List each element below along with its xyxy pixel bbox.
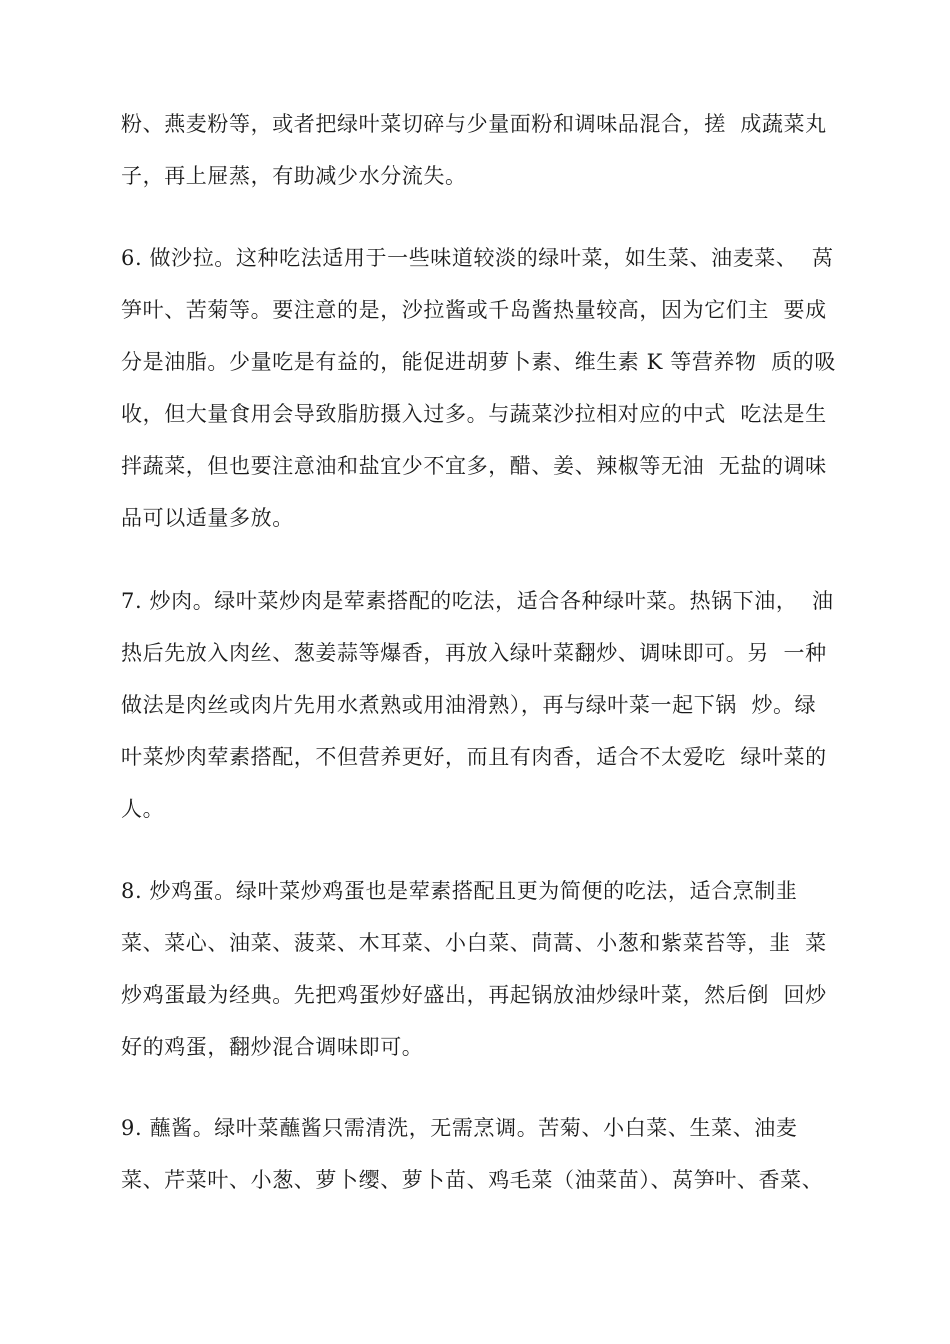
text-line: 热后先放入肉丝、葱姜蒜等爆香，再放入绿叶菜翻炒、调味即可。另 一种 [121,641,827,665]
text-line: 做法是肉丝或肉片先用水煮熟或用油滑熟），再与绿叶菜一起下锅 炒。绿 [121,693,817,717]
text-line: 人。 [121,797,165,821]
text-line: 好的鸡蛋，翻炒混合调味即可。 [121,1035,424,1059]
text-line: 9. 蘸酱。绿叶菜蘸酱只需清洗，无需烹调。苦菊、小白菜、生菜、油麦 [121,1116,798,1140]
text-line: 菜、菜心、油菜、菠菜、木耳菜、小白菜、茼蒿、小葱和紫菜苔等，韭 菜 [121,931,827,955]
text-line: 分是油脂。少量吃是有益的，能促进胡萝卜素、维生素 K 等营养物 质的吸 [121,350,836,374]
text-line: 6. 做沙拉。这种吃法适用于一些味道较淡的绿叶菜，如生菜、油麦菜、 莴 [121,246,834,270]
text-line: 笋叶、苦菊等。要注意的是，沙拉酱或千岛酱热量较高，因为它们主 要成 [121,298,827,322]
text-line: 品可以适量多放。 [121,506,294,530]
text-line: 子，再上屉蒸，有助减少水分流失。 [121,164,467,188]
text-line: 收，但大量食用会导致脂肪摄入过多。与蔬菜沙拉相对应的中式 吃法是生 [121,402,827,426]
text-line: 拌蔬菜，但也要注意油和盐宜少不宜多，醋、姜、辣椒等无油 无盐的调味 [121,454,827,478]
text-line: 粉、燕麦粉等，或者把绿叶菜切碎与少量面粉和调味品混合，搓 成蔬菜丸 [121,112,827,136]
text-line: 炒鸡蛋最为经典。先把鸡蛋炒好盛出，再起锅放油炒绿叶菜，然后倒 回炒 [121,983,827,1007]
text-line: 叶菜炒肉荤素搭配，不但营养更好，而且有肉香，适合不太爱吃 绿叶菜的 [121,745,827,769]
text-line: 菜、芹菜叶、小葱、萝卜缨、萝卜苗、鸡毛菜（油菜苗）、莴笋叶、香菜、 [121,1168,824,1192]
text-line: 7. 炒肉。绿叶菜炒肉是荤素搭配的吃法，适合各种绿叶菜。热锅下油， 油 [121,589,834,613]
text-line: 8. 炒鸡蛋。绿叶菜炒鸡蛋也是荤素搭配且更为简便的吃法，适合烹制韭 [121,879,798,903]
